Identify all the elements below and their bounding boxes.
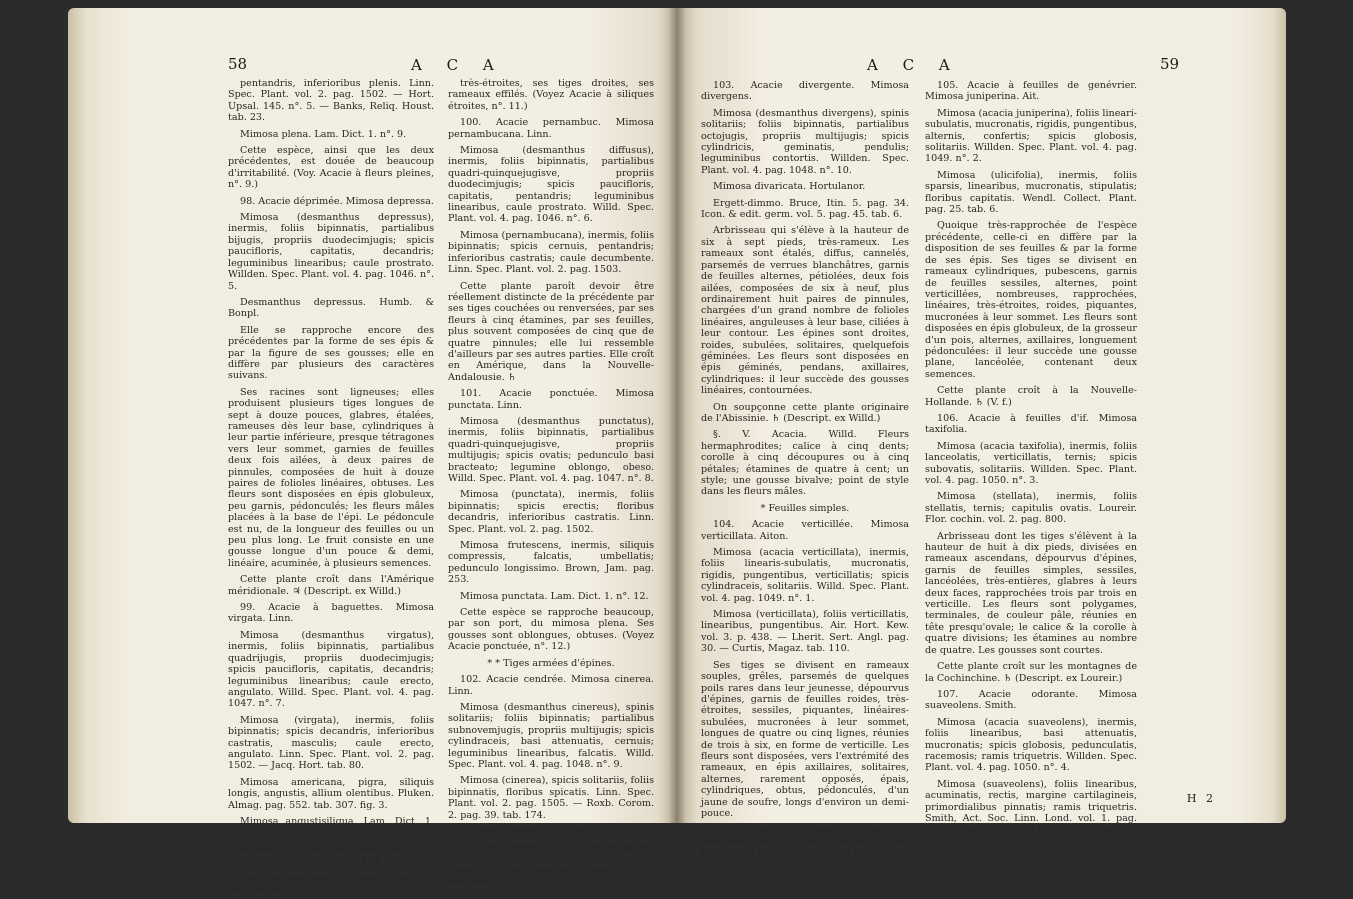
- paragraph: Cette plante paroît devoir être réellement distincte de la précédente par ses tiges couchées ou renversées, par ses fleurs à cinq étamines, par ses feuilles, plus souvent composées de cinq que de quatre pinnules; elle lui ressemble d'ailleurs par ses autres parties. Elle croît en Amérique, dans la Nouvelle-Andalousie. ♄: [448, 280, 654, 383]
- paragraph: Mimosa spuria pernambucana, seu mimosa italica. Zann. Hist. 151.: [228, 843, 434, 867]
- paragraph: 99. Acacie à baguettes. Mimosa virgata. Linn.: [228, 602, 434, 625]
- text-column-2: [925, 80, 1137, 852]
- paragraph: Mimosa (acacia juniperina), foliis lineari-subulatis, mucronatis, rigidis, pungentibus, alternis, confertis; spicis globosis, solitariis. Willden. Spec. Plant. vol. 4. pag. 1049. n°. 2.: [925, 107, 1137, 165]
- paragraph: Ses tiges se divisent en rameaux souples, grêles, parsemés de quelques poils rares dans leur jeunesse, dépourvus d'épines, garnis de feuilles roides, très-étroites, sessiles, piquantes, linéaires-subulées, mucronées à leur sommet, longues de quatre ou cinq lignes, réunies de trois à six, en forme de verticille. Les fleurs sont disposées, vers l'extrémité des rameaux, en épis axillaires, solitaires, alternes, rarement opposés, épais, cylindriques, obtus, pédonculés, d'un jaune de soufre, longs d'environ un demi-pouce.: [701, 659, 909, 819]
- paragraph: Cette plante croît à la Nouvelle-Hollande. ♄ (V. f.): [925, 385, 1137, 408]
- paragraph: pentandris, inferioribus plenis. Linn. Spec. Plant. vol. 2. pag. 1502. — Hort. Upsal. 145. n°. 5. — Banks, Reliq. Houst. tab. 23.: [228, 78, 434, 124]
- paragraph: 103. Acacie divergente. Mimosa divergens.: [701, 80, 909, 103]
- paragraph: Le fruit consiste en une gousse plane, linéaire, courbée en faucille, longue d'environ deux pouces. (Voyez Acacie cendrée, n°. 33.): [448, 842, 654, 888]
- paragraph: §. V. Acacia. Willd. Fleurs hermaphrodites; calice à cinq dents; corolle à cinq découpures ou à cinq pétales; étamines de quatre à cent; un style; une gousse bivalve; point de style dans les fleurs mâles.: [701, 429, 909, 498]
- text-column-1: [701, 80, 909, 864]
- paragraph: Mimosa (desmanthus diffusus), inermis, foliis bipinnatis, partialibus quadri-quinquejugisve, propriis duodecimjugis; spicis paucifloris, capitatis, pentandris; leguminibus linearibus, caule prostrato. Willd. Spec. Plant. vol. 4. pag. 1046. n°. 6.: [448, 145, 654, 225]
- paragraph: Mimosa (virgata), inermis, foliis bipinnatis; spicis decandris, inferioribus castratis, masculis; caule erecto, angulato. Linn. Spec. Plant. vol. 2. pag. 1502. — Jacq. Hort. tab. 80.: [228, 714, 434, 772]
- paragraph: Cette plante croît dans l'Amérique méridionale. ♃ (Descript. ex Willd.): [228, 574, 434, 597]
- paragraph: Mimosa (stellata), inermis, foliis stellatis, ternis; capitulis ovatis. Loureir. Flor. cochin. vol. 2. pag. 800.: [925, 491, 1137, 526]
- paragraph: Cette plante croît sur les montagnes de la Cochinchine. ♄ (Descript. ex Loureir.): [925, 661, 1137, 684]
- paragraph: Desmanthus depressus. Humb. & Bonpl.: [228, 296, 434, 320]
- paragraph: Mimosa divaricata. Hortulanor.: [713, 181, 866, 193]
- paragraph: 100. Acacie pernambuc. Mimosa pernambucana. Linn.: [448, 117, 654, 140]
- paragraph: On soupçonne cette plante originaire de l'Abissinie. ♄ (Descript. ex Willd.): [701, 401, 909, 424]
- paragraph: Ses étamines sont au nombre de dix; ses gousses: [228, 871, 434, 894]
- paragraph: Mimosa (punctata), inermis, foliis bipinnatis; spicis erectis; floribus decandris, inferioribus castratis. Linn. Spec. Plant. vol. 2. pag. 1502.: [448, 489, 654, 535]
- paragraph: Mimosa (acacia suaveolens), inermis, foliis linearibus, basi attenuatis, mucronatis; spicis globosis, pedunculatis, racemosis; ramis triquetris. Willden. Spec. Plant. vol. 4. pag. 1050. n°. 4.: [925, 716, 1137, 774]
- paragraph: * * Tiges armées d'épines.: [487, 657, 615, 669]
- paragraph: Mimosa (desmanthus depressus), inermis, foliis bipinnatis, partialibus bijugis, propriis duodecimjugis; spicis paucifloris, capitatis, decandris; leguminibus linearibus; caule prostrato. Willden. Spec. Plant. vol. 4. pag. 1046. n°. 5.: [228, 212, 434, 292]
- paragraph: Ses racines sont ligneuses; elles produisent plusieurs tiges longues de sept à douze pouces, glabres, étalées, rameuses dès leur base, cylindriques à leur partie inférieure, presque tétragones vers leur sommet, garnies de feuilles deux fois ailées, à deux paires de pinnules, composées de huit à douze paires de folioles linéaires, obtuses. Les fleurs sont disposées en épis globuleux, peu garnis, pédonculés; les fleurs mâles placées à la base de l'épi. Le pédoncule est nu, de la longueur des feuilles ou un peu plus long. Le fruit consiste en une gousse longue d'un pouce & demi, linéaire, acuminée, à plusieurs semences.: [228, 386, 434, 569]
- paragraph: Quoique très-rapprochée de l'espèce précédente, celle-ci en diffère par la disposition de ses feuilles & par la forme de ses épis. Ses tiges se divisent en rameaux cylindriques, pubescens, garnis de feuilles sessiles, alternes, point verticillées, nombreuses, rapprochées, linéaires, très-étroites, roides, piquantes, mucronées à leur sommet. Les fleurs sont disposées en épis globuleux, de la grosseur d'un pois, alternes, axillaires, longuement pédonculées: il leur succède une gousse plane, lancéolée, contenant deux semences.: [925, 220, 1137, 380]
- paragraph: Mimosa (desmanthus virgatus), inermis, foliis bipinnatis, partialibus quadrijugis, propriis duodecimjugis; spicis paucifloris, capitatis, decandris; leguminibus linearibus; caule erecto, angulato. Willd. Spec. Plant. vol. 4. pag. 1047. n°. 7.: [228, 629, 434, 710]
- left-page: [68, 8, 677, 894]
- paragraph: 105. Acacie à feuilles de genévrier. Mimosa juniperina. Ait.: [925, 80, 1137, 103]
- paragraph: Cette espèce se rapproche beaucoup, par son port, du mimosa plena. Ses gousses sont oblongues, obtuses. (Voyez Acacie ponctuée, n°. 12.): [448, 607, 654, 653]
- paragraph: Arbrisseau dont les tiges s'élèvent à la hauteur de huit à dix pieds, divisées en rameaux ascendans, dépourvus d'épines, garnis de feuilles simples, sessiles, lancéolées, très-entières, glabres à leurs deux faces, rapprochées trois par trois en verticille. Les fleurs sont polygames, terminales, de couleur pâle, réunies en tête presqu'ovale; le calice & la corolle à quatre divisions; les étamines au nombre de quatre. Les gousses sont courtes.: [925, 530, 1137, 656]
- paragraph: Arbrisseau qui s'élève à la hauteur de six à sept pieds, très-rameux. Les rameaux sont étalés, diffus, cannelés, parsemés de verrues blanchâtres, garnis de feuilles alternes, pétiolées, deux fois ailées, composées de six à neuf, plus ordinairement huit paires de pinnules, chargées d'un grand nombre de folioles linéaires, anguleuses à leur base, ciliées à leur contour. Les épines sont droites, roides, subulées, solitaires, quelquefois géminées. Les fleurs sont disposées en épis géminés, pendans, axillaires, cylindriques: il leur succède des gousses linéaires, contournées.: [701, 225, 909, 397]
- paragraph: très-étroites, ses tiges droites, ses rameaux effilés. (Voyez Acacie à siliques étroites, n°. 11.): [448, 78, 654, 112]
- paragraph: 104. Acacie verticillée. Mimosa verticillata. Aiton.: [701, 519, 909, 542]
- paragraph: Mimosa punctata. Lam. Dict. 1. n°. 12.: [460, 590, 649, 602]
- paragraph: 101. Acacie ponctuée. Mimosa punctata. Linn.: [448, 388, 654, 411]
- paragraph: Cette plante croît dans la Nouvelle-Hollande. On la cultive dans les jardins botaniques de l'Europe. ♄ (V. f.): [701, 824, 909, 859]
- signature-mark: H 2: [1186, 792, 1216, 805]
- page-number: 58: [228, 55, 248, 73]
- paragraph: Mimosa (desmanthus punctatus), inermis, foliis bipinnatis, partialibus quadri-quinquejugisve, propriis multijugis; spicis ovatis; pedunculo basi bracteato; legumine oblongo, obeso. Willd. Spec. Plant. vol. 4. pag. 1047. n°. 8.: [448, 415, 654, 484]
- paragraph: Ergett-dimmo. Bruce, Itin. 5. pag. 34. Icon. & edit. germ. vol. 5. pag. 45. tab. 6.: [701, 197, 909, 221]
- paragraph: 102. Acacie cendrée. Mimosa cinerea. Linn.: [448, 674, 654, 697]
- paragraph: * Feuilles simples.: [760, 502, 850, 514]
- text-column-1: [228, 78, 434, 899]
- paragraph: Cette espèce, ainsi que les deux précédentes, est douée de beaucoup d'irritabilité. (Voy. Acacie à fleurs pleines, n°. 9.): [228, 145, 434, 191]
- paragraph: Mimosa frutescens, inermis, siliquis compressis, falcatis, umbellatis; pedunculo longissimo. Brown, Jam. pag. 253.: [448, 540, 654, 586]
- running-header: A C A: [411, 56, 504, 74]
- paragraph: 98. Acacie déprimée. Mimosa depressa.: [240, 195, 434, 207]
- paragraph: 107. Acacie odorante. Mimosa suaveolens. Smith.: [925, 688, 1137, 712]
- book-spread: [68, 8, 1286, 894]
- paragraph: Mimosa (cinerea), spicis solitariis, foliis bipinnatis, floribus spicatis. Linn. Spec. Plant. vol. 2. pag. 1505. — Roxb. Corom. 2. pag. 39. tab. 174.: [448, 775, 654, 821]
- text-column-2: [448, 78, 654, 893]
- paragraph: Mimosa (acacia taxifolia), inermis, foliis lanceolatis, verticillatis, ternis; spicis subovatis, solitariis. Willden. Spec. Plant. vol. 4. pag. 1050. n°. 3.: [925, 440, 1137, 486]
- paragraph: 106. Acacie à feuilles d'if. Mimosa taxifolia.: [925, 412, 1137, 436]
- paragraph: Mimosa (verticillata), foliis verticillatis, linearibus, pungentibus. Air. Hort. Kew. vol. 3. p. 438. — Lherit. Sert. Angl. pag. 30. — Curtis, Magaz. tab. 110.: [701, 609, 909, 655]
- running-header: A C A: [867, 56, 960, 74]
- right-page: [677, 8, 1286, 859]
- page-number: 59: [1160, 55, 1180, 73]
- paragraph: Mimosa (desmanthus divergens), spinis solitariis; foliis bipinnatis, partialibus octojugis, propriis multijugis; spicis cylindricis, geminatis, pendulis; leguminibus contortis. Willden. Spec. Plant. vol. 4. pag. 1048. n°. 10.: [701, 107, 909, 176]
- paragraph: Mimosa angustisiliqua. Lam. Dict. 1. n°. 11.: [228, 815, 434, 839]
- paragraph: Mimosa (suaveolens), foliis linearibus, acuminatis, rectis, margine cartilagineis, primordialibus pinnatis; ramis triquetris. Smith, Act. Soc. Linn. Lond. vol. 1. pag. 253. — Labillard. Nov. Holl. vol. 2. pag. 87. tab. 236.: [925, 778, 1137, 847]
- paragraph: Mimosa (ulicifolia), inermis, foliis sparsis, linearibus, mucronatis, stipulatis; floribus capitatis. Wendl. Collect. Plant. pag. 25. tab. 6.: [925, 169, 1137, 216]
- paragraph: Mimosa (pernambucana), inermis, foliis bipinnatis; spicis cernuis, pentandris; inferioribus castratis; caule decumbente. Linn. Spec. Plant. vol. 2. pag. 1503.: [448, 229, 654, 276]
- paragraph: Mimosa americana, pigra, siliquis longis, angustis, allium olentibus. Pluken. Almag. pag. 552. tab. 307. fig. 3.: [228, 776, 434, 811]
- paragraph: Mimosa plena. Lam. Dict. 1. n°. 9.: [240, 128, 407, 140]
- paragraph: Mimosa (desmanthus cinereus), spinis solitariis; foliis bipinnatis; partialibus subnovemjugis, propriis multijugis; spicis cylindraceis, basi attenuatis, cernuis; leguminibus linearibus, falcatis. Willd. Spec. Plant. vol. 4. pag. 1048. n°. 9.: [448, 701, 654, 770]
- paragraph: Mimosa (acacia verticillata), inermis, foliis linearis-subulatis, mucronatis, rigidis, pungentibus, verticillatis; spicis cylindraceis, solitariis. Willd. Spec. Plant. vol. 4. pag. 1049. n°. 1.: [701, 547, 909, 604]
- paragraph: Mimosa cinerea. Lam. Dict. 1. n°. 33.: [460, 825, 642, 837]
- book-gutter: [668, 8, 686, 823]
- paragraph: Elle se rapproche encore des précédentes par la forme de ses épis & par la figure de ses gousses; elle en diffère par plusieurs des caractères suivans.: [228, 324, 434, 382]
